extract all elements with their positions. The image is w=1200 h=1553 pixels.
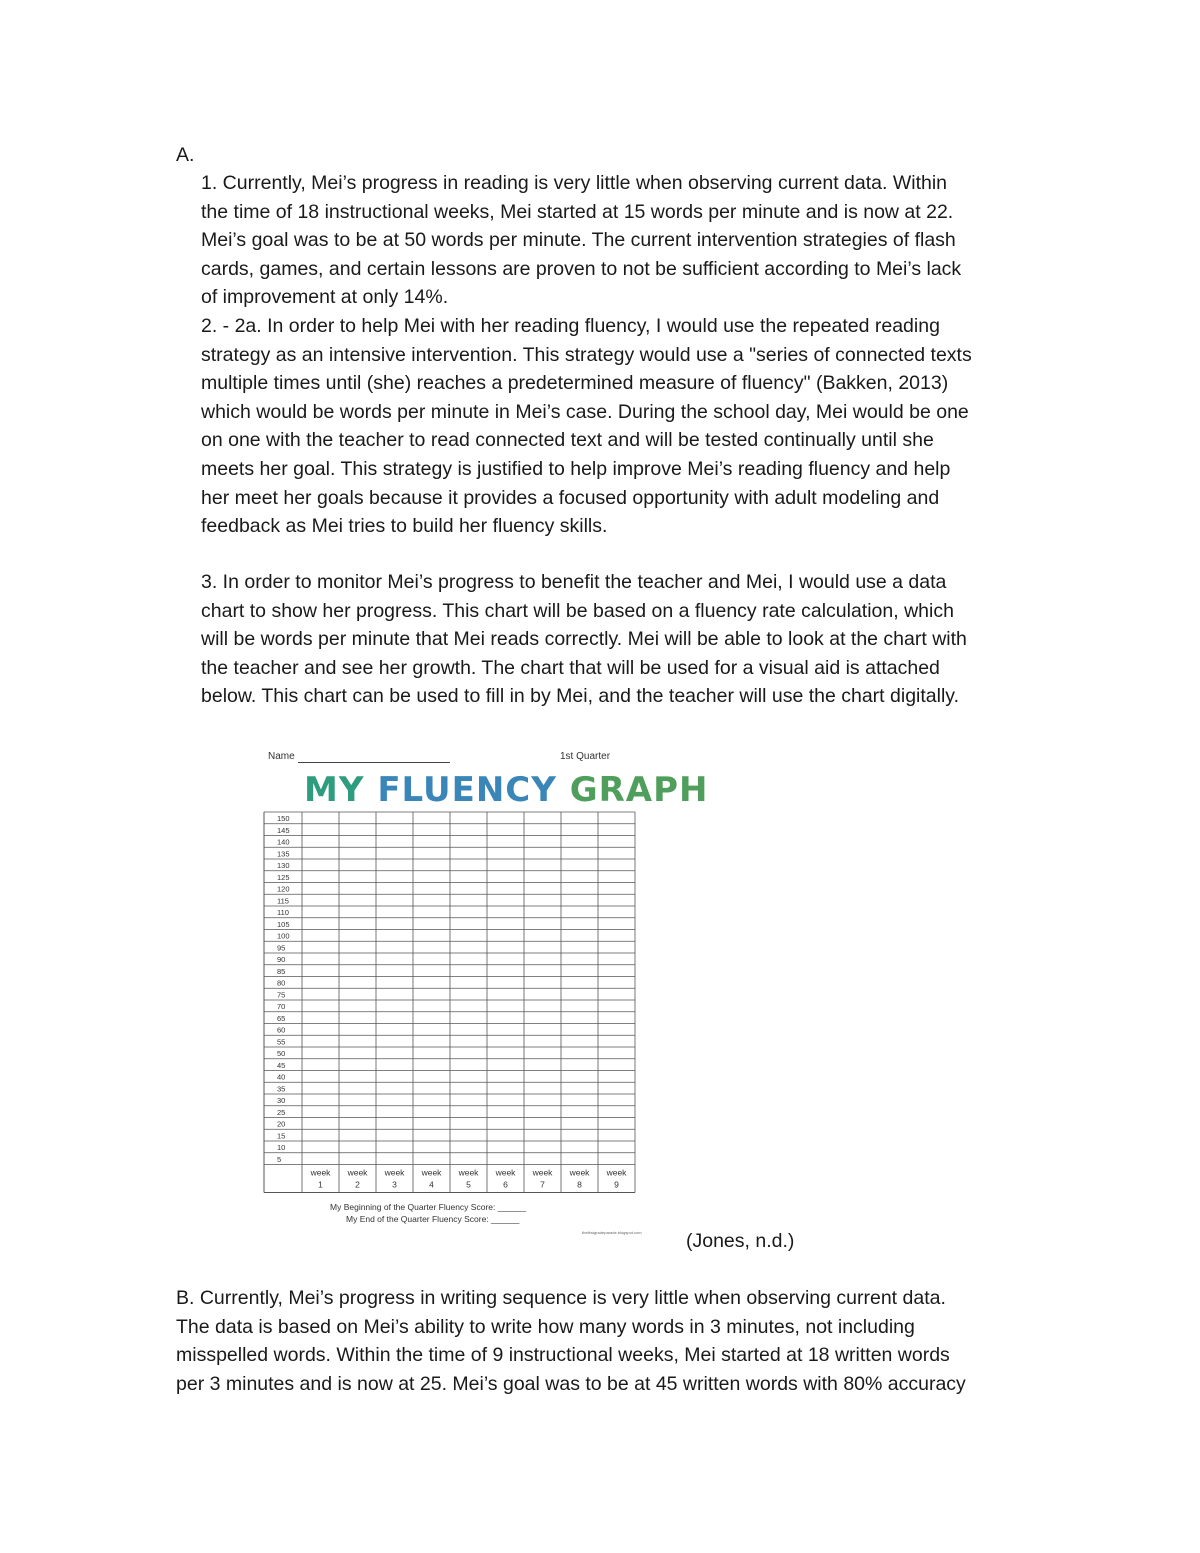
section-a-label: A. bbox=[176, 144, 195, 166]
item-3-paragraph bbox=[201, 568, 967, 711]
y-tick-label: 55 bbox=[277, 1037, 286, 1047]
week-number: 8 bbox=[577, 1179, 582, 1190]
text-line: feedback as Mei tries to build her fluency skills. bbox=[201, 515, 608, 538]
fluency-graph-figure bbox=[262, 748, 709, 1243]
y-tick-label: 90 bbox=[277, 955, 286, 964]
week-label: week bbox=[421, 1167, 442, 1178]
text-line: strategy as an intensive intervention. This strategy would use a "series of connected texts bbox=[201, 343, 972, 366]
y-tick-label: 65 bbox=[277, 1013, 286, 1023]
y-tick-label: 130 bbox=[277, 861, 290, 870]
y-tick-label: 95 bbox=[277, 943, 286, 953]
graph-end-score-label: My End of the Quarter Fluency Score: ______ bbox=[346, 1214, 520, 1224]
text-line: will be words per minute that Mei reads correctly. Mei will be able to look at the chart with bbox=[201, 628, 967, 651]
graph-quarter-label: 1st Quarter bbox=[560, 751, 611, 762]
y-tick-label: 60 bbox=[277, 1025, 286, 1035]
y-tick-label: 150 bbox=[277, 814, 290, 823]
week-number: 2 bbox=[355, 1179, 360, 1190]
item-1-paragraph bbox=[201, 169, 961, 312]
text-line: the time of 18 instructional weeks, Mei started at 15 words per minute and is now at 22. bbox=[201, 200, 954, 223]
y-tick-label: 15 bbox=[277, 1131, 286, 1141]
y-tick-label: 135 bbox=[277, 849, 290, 859]
y-tick-label: 85 bbox=[277, 966, 286, 976]
y-tick-label: 50 bbox=[277, 1049, 286, 1058]
text-line: 2. - 2a. In order to help Mei with her reading fluency, I would use the repeated reading bbox=[201, 315, 940, 337]
text-line: of improvement at only 14%. bbox=[201, 286, 449, 309]
week-label: week bbox=[569, 1167, 590, 1178]
y-tick-label: 75 bbox=[277, 990, 286, 1000]
item-2-paragraph bbox=[201, 312, 972, 541]
text-line: chart to show her progress. This chart will be based on a fluency rate calculation, which bbox=[201, 599, 954, 622]
figure-citation: (Jones, n.d.) bbox=[686, 1230, 795, 1252]
section-b-paragraph bbox=[176, 1284, 966, 1398]
graph-blog-credit: thefirstgradeparade.blogspot.com bbox=[582, 1230, 642, 1235]
y-tick-label: 70 bbox=[277, 1002, 286, 1011]
y-tick-label: 10 bbox=[277, 1143, 286, 1152]
y-tick-label: 110 bbox=[277, 908, 289, 917]
week-label: week bbox=[458, 1167, 479, 1178]
graph-name-label: Name bbox=[268, 751, 295, 762]
week-number: 4 bbox=[429, 1179, 434, 1190]
y-tick-label: 100 bbox=[277, 931, 290, 941]
y-tick-label: 45 bbox=[277, 1060, 286, 1070]
graph-beginning-score-label: My Beginning of the Quarter Fluency Score: ______ bbox=[330, 1202, 527, 1212]
text-line: 3. In order to monitor Mei’s progress to benefit the teacher and Mei, I would use a data bbox=[201, 571, 947, 593]
y-tick-label: 30 bbox=[277, 1096, 286, 1105]
week-number: 6 bbox=[503, 1179, 508, 1190]
text-line: Mei’s goal was to be at 50 words per minute. The current intervention strategies of flash bbox=[201, 229, 956, 252]
text-line: meets her goal. This strategy is justified to help improve Mei’s reading fluency and help bbox=[201, 457, 951, 480]
y-tick-label: 145 bbox=[277, 825, 290, 835]
week-label: week bbox=[495, 1167, 516, 1178]
text-line: misspelled words. Within the time of 9 instructional weeks, Mei started at 18 written words bbox=[176, 1344, 950, 1367]
graph-title bbox=[304, 770, 708, 810]
week-number: 5 bbox=[466, 1179, 471, 1190]
week-label: week bbox=[532, 1167, 553, 1178]
y-tick-label: 40 bbox=[277, 1072, 286, 1082]
text-line: which would be words per minute in Mei’s case. During the school day, Mei would be one bbox=[201, 400, 969, 423]
week-number: 9 bbox=[614, 1179, 619, 1190]
fluency-grid bbox=[262, 810, 640, 1195]
text-line: the teacher and see her growth. The chart that will be used for a visual aid is attached bbox=[201, 656, 940, 679]
y-tick-label: 25 bbox=[277, 1107, 286, 1117]
graph-title-part: MY bbox=[304, 770, 365, 810]
text-line: 1. Currently, Mei’s progress in reading is very little when observing current data. Within bbox=[201, 172, 948, 194]
week-number: 1 bbox=[318, 1179, 323, 1190]
y-tick-label: 120 bbox=[277, 884, 290, 894]
week-label: week bbox=[310, 1167, 331, 1178]
y-tick-label: 105 bbox=[277, 919, 290, 929]
y-tick-label: 5 bbox=[277, 1154, 282, 1164]
graph-title-part: FLUENCY bbox=[377, 770, 557, 810]
week-label: week bbox=[347, 1167, 368, 1178]
y-tick-label: 20 bbox=[277, 1119, 286, 1129]
week-label: week bbox=[384, 1167, 405, 1178]
text-line: cards, games, and certain lessons are proven to not be sufficient according to Mei’s lack bbox=[201, 257, 962, 280]
week-number: 3 bbox=[392, 1179, 397, 1190]
text-line: The data is based on Mei’s ability to write how many words in 3 minutes, not including bbox=[176, 1315, 915, 1338]
text-line: her meet her goals because it provides a focused opportunity with adult modeling and bbox=[201, 486, 940, 509]
text-line: B. Currently, Mei’s progress in writing sequence is very little when observing current data. bbox=[176, 1287, 946, 1309]
text-line: per 3 minutes and is now at 25. Mei’s goal was to be at 45 written words with 80% accuracy bbox=[176, 1372, 966, 1395]
y-tick-label: 140 bbox=[277, 837, 290, 847]
graph-title-part: GRAPH bbox=[569, 770, 709, 810]
text-line: below. This chart can be used to fill in by Mei, and the teacher will use the chart digitally. bbox=[201, 685, 960, 708]
y-tick-label: 35 bbox=[277, 1084, 286, 1094]
text-line: on one with the teacher to read connected text and will be tested continually until she bbox=[201, 429, 934, 452]
week-label: week bbox=[606, 1167, 627, 1178]
text-line: multiple times until (she) reaches a predetermined measure of fluency" (Bakken, 2013) bbox=[201, 372, 949, 395]
week-number: 7 bbox=[540, 1179, 545, 1190]
y-tick-label: 80 bbox=[277, 978, 286, 988]
graph-name-line bbox=[298, 762, 450, 763]
y-tick-label: 115 bbox=[277, 896, 289, 906]
y-tick-label: 125 bbox=[277, 872, 290, 882]
